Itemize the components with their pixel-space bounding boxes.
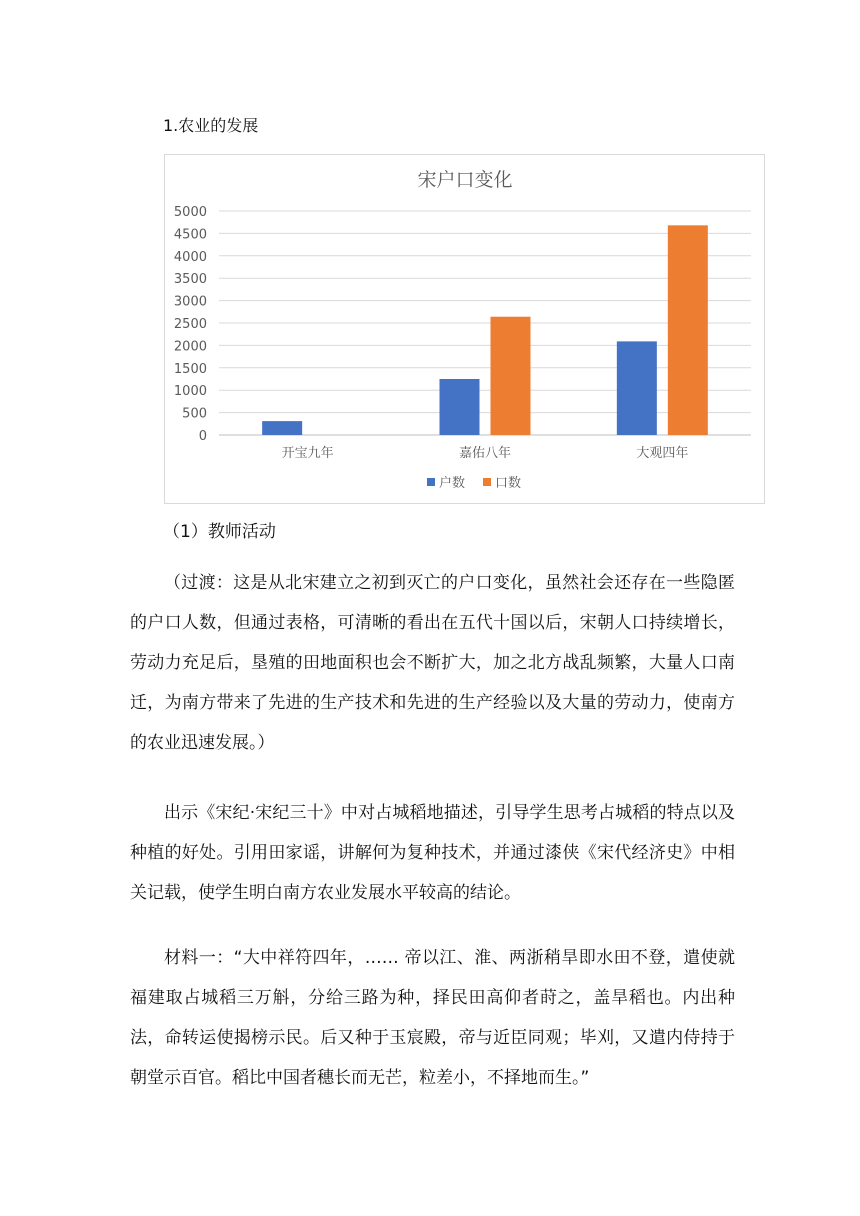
bar-户数 [262,421,302,435]
y-tick-label: 1000 [173,384,207,400]
y-tick-label: 5000 [173,205,207,220]
household-population-chart [164,154,765,504]
y-tick-label: 4000 [173,249,207,265]
y-tick-label: 1500 [173,361,207,377]
legend-swatch-口数 [483,478,491,486]
y-tick-label: 4500 [173,227,207,243]
y-tick-label: 2000 [173,339,207,355]
y-tick-label: 0 [198,429,207,444]
paragraph-material-one: 材料一：“大中祥符四年，…… 帝以江、淮、两浙稍旱即水田不登，遣使就福建取占城稻三万斛，分给三路为种，择民田高仰者莳之，盖旱稻也。内出种法，命转运使揭榜示民。后又种于玉宸殿，帝与近臣同观；毕刈，又遣内侍持于朝堂示百官。稻比中国者穗长而无芒，粒差小，不择地而生。” [130,948,735,1088]
x-tick-label: 开宝九年 [281,446,334,461]
bar-户数 [617,341,657,435]
y-tick-label: 3000 [173,294,207,310]
legend-swatch-户数 [427,478,435,486]
y-tick-label: 3500 [173,272,207,288]
x-tick-label: 嘉佑八年 [458,446,512,461]
legend [427,475,521,491]
bar-口数 [668,225,708,435]
subheading-teacher-activity: （1）教师活动 [163,522,276,542]
section-heading: 1.农业的发展 [163,116,259,135]
x-tick-label: 大观四年 [636,446,689,461]
bar-户数 [440,379,480,435]
y-tick-label: 2500 [173,317,207,332]
legend-label-口数: 口数 [495,476,522,491]
bar-口数 [491,317,531,435]
chart-svg [165,155,764,503]
chart-title: 宋户口变化 [417,169,513,191]
y-axis-tick-labels [174,205,207,444]
paragraph-transition: （过渡：这是从北宋建立之初到灭亡的户口变化，虽然社会还存在一些隐匿的户口人数，但通过表格，可清晰的看出在五代十国以后，宋朝人口持续增长，劳动力充足后，垦殖的田地面积也会不断扩大，加之北方战乱频繁，大量人口南迁，为南方带来了先进的生产技术和先进的生产经验以及大量的劳动力，使南方的农业迅速发展。） [130,573,735,753]
paragraph-activity: 出示《宋纪·宋纪三十》中对占城稻地描述，引导学生思考占城稻的特点以及种植的好处。引用田家谣，讲解何为复种技术，并通过漆侠《宋代经济史》中相关记载，使学生明白南方农业发展水平较高的结论。 [130,803,735,903]
y-tick-label: 500 [182,406,207,422]
legend-label-户数: 户数 [439,476,466,491]
x-axis-tick-labels [282,445,689,461]
bars [262,225,708,435]
